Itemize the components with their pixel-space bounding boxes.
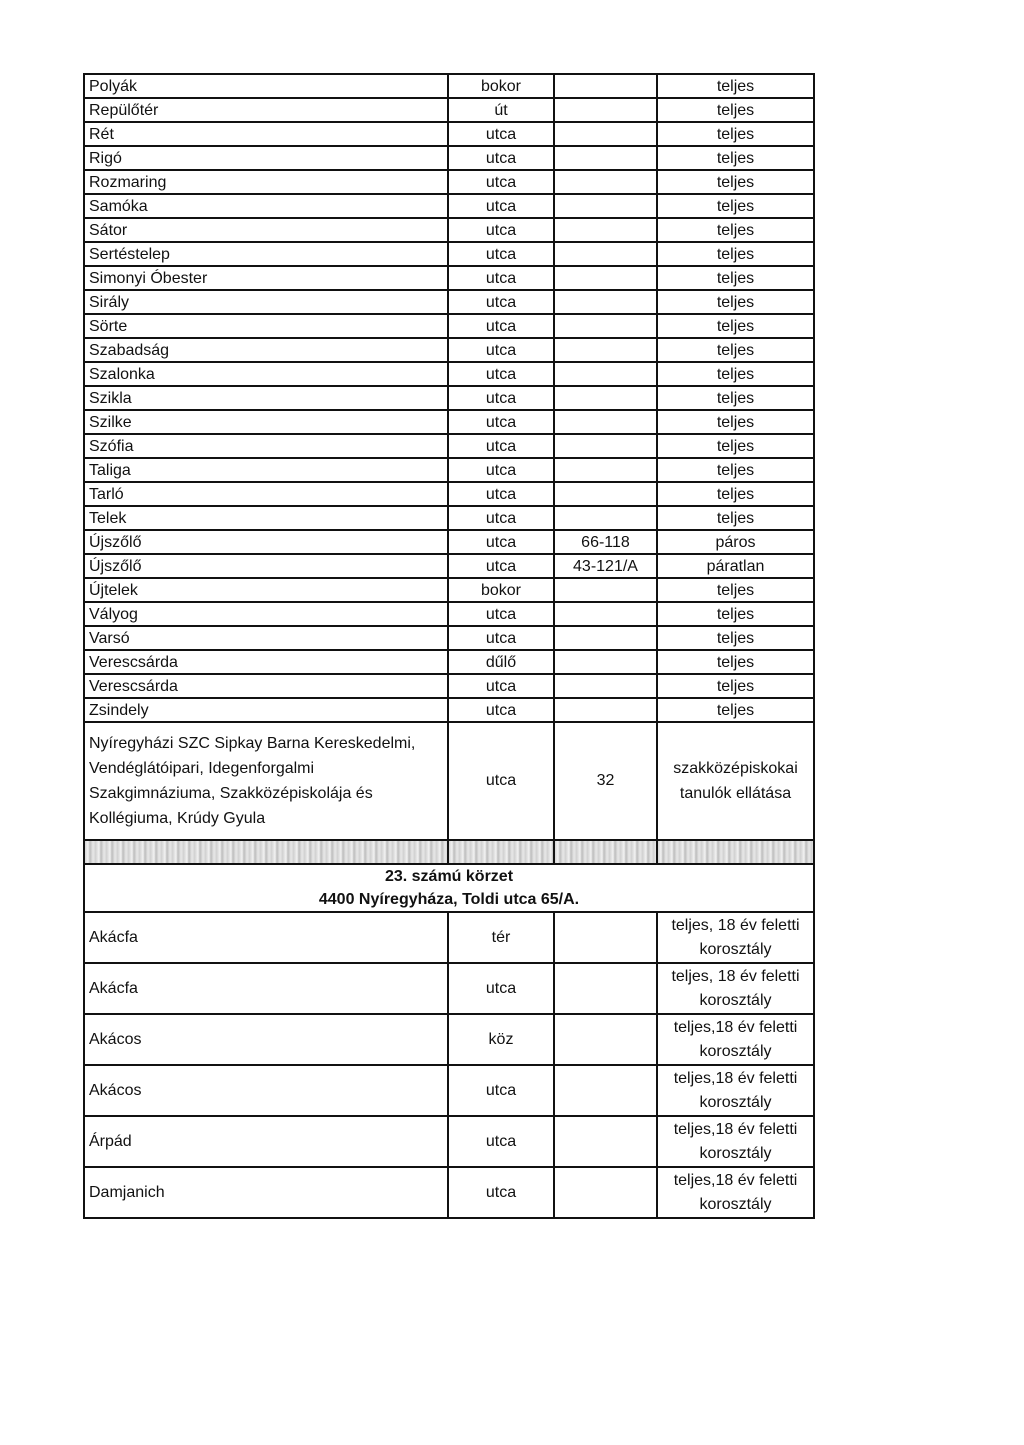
district-header-cell xyxy=(84,864,814,912)
house-number-cell xyxy=(554,698,657,722)
house-number-cell xyxy=(554,963,657,1014)
table-row xyxy=(84,314,814,338)
street-name-cell: Damjanich xyxy=(84,1167,448,1218)
separator-cell xyxy=(448,840,554,864)
house-number-cell xyxy=(554,386,657,410)
coverage-cell: teljes xyxy=(657,170,814,194)
coverage-cell: teljes,18 év feletti korosztály xyxy=(657,1116,814,1167)
house-number-cell xyxy=(554,266,657,290)
table-row xyxy=(84,338,814,362)
street-type-cell: utca xyxy=(448,722,554,840)
street-name-cell: Újszőlő xyxy=(84,530,448,554)
street-district-table xyxy=(83,73,815,1219)
coverage-cell: teljes xyxy=(657,338,814,362)
street-name-cell: Szófia xyxy=(84,434,448,458)
table-row xyxy=(84,1014,814,1065)
table-row xyxy=(84,698,814,722)
table-row xyxy=(84,194,814,218)
house-number-cell xyxy=(554,578,657,602)
street-name-cell: Akácfa xyxy=(84,912,448,963)
table-row xyxy=(84,578,814,602)
street-name-cell: Sörte xyxy=(84,314,448,338)
house-number-cell xyxy=(554,626,657,650)
street-name-cell: Samóka xyxy=(84,194,448,218)
coverage-cell: páratlan xyxy=(657,554,814,578)
street-type-cell: utca xyxy=(448,314,554,338)
street-name-cell: Akácfa xyxy=(84,963,448,1014)
house-number-cell xyxy=(554,410,657,434)
street-type-cell: bokor xyxy=(448,74,554,98)
district-header-row xyxy=(84,864,814,912)
coverage-cell: teljes xyxy=(657,74,814,98)
coverage-cell: páros xyxy=(657,530,814,554)
table-row xyxy=(84,602,814,626)
coverage-cell: teljes, 18 év feletti korosztály xyxy=(657,963,814,1014)
house-number-cell xyxy=(554,1116,657,1167)
coverage-cell: teljes xyxy=(657,458,814,482)
street-name-cell: Szalonka xyxy=(84,362,448,386)
house-number-cell xyxy=(554,242,657,266)
coverage-cell: teljes xyxy=(657,602,814,626)
table-row xyxy=(84,146,814,170)
street-name-cell: Újszőlő xyxy=(84,554,448,578)
house-number-cell xyxy=(554,314,657,338)
street-name-cell: Zsindely xyxy=(84,698,448,722)
table-row xyxy=(84,266,814,290)
street-type-cell: utca xyxy=(448,146,554,170)
street-type-cell: utca xyxy=(448,242,554,266)
street-name-cell: Verescsárda xyxy=(84,650,448,674)
coverage-cell: teljes xyxy=(657,434,814,458)
street-type-cell: utca xyxy=(448,386,554,410)
house-number-cell xyxy=(554,602,657,626)
street-name-cell: Szikla xyxy=(84,386,448,410)
coverage-cell: teljes,18 év feletti korosztály xyxy=(657,1014,814,1065)
house-number-cell xyxy=(554,218,657,242)
street-type-cell: utca xyxy=(448,1065,554,1116)
street-type-cell: utca xyxy=(448,362,554,386)
house-number-cell: 43-121/A xyxy=(554,554,657,578)
street-name-cell: Sertéstelep xyxy=(84,242,448,266)
coverage-cell: teljes xyxy=(657,218,814,242)
coverage-cell: teljes xyxy=(657,386,814,410)
house-number-cell xyxy=(554,74,657,98)
table-row xyxy=(84,674,814,698)
street-type-cell: bokor xyxy=(448,578,554,602)
table-row xyxy=(84,242,814,266)
street-name-cell: Repülőtér xyxy=(84,98,448,122)
table-row xyxy=(84,74,814,98)
coverage-cell: teljes xyxy=(657,194,814,218)
street-type-cell: tér xyxy=(448,912,554,963)
street-name-cell: Verescsárda xyxy=(84,674,448,698)
street-name-cell: Polyák xyxy=(84,74,448,98)
coverage-cell: teljes xyxy=(657,242,814,266)
street-type-cell: utca xyxy=(448,338,554,362)
house-number-cell xyxy=(554,122,657,146)
table-row xyxy=(84,386,814,410)
coverage-cell: teljes xyxy=(657,290,814,314)
coverage-cell: teljes xyxy=(657,146,814,170)
table-row xyxy=(84,912,814,963)
house-number-cell xyxy=(554,146,657,170)
district-title: 23. számú körzet xyxy=(384,868,514,885)
separator-cell xyxy=(657,840,814,864)
table-row xyxy=(84,458,814,482)
street-type-cell: köz xyxy=(448,1014,554,1065)
street-name-cell: Taliga xyxy=(84,458,448,482)
school-row xyxy=(84,722,814,840)
street-name-cell: Tarló xyxy=(84,482,448,506)
street-type-cell: dűlő xyxy=(448,650,554,674)
street-name-cell: Simonyi Óbester xyxy=(84,266,448,290)
street-name-cell: Árpád xyxy=(84,1116,448,1167)
table-row xyxy=(84,482,814,506)
street-name-cell: Rozmaring xyxy=(84,170,448,194)
street-name-cell: Sátor xyxy=(84,218,448,242)
house-number-cell xyxy=(554,98,657,122)
street-type-cell: utca xyxy=(448,1167,554,1218)
coverage-cell: teljes xyxy=(657,410,814,434)
street-type-cell: utca xyxy=(448,506,554,530)
house-number-cell xyxy=(554,1065,657,1116)
house-number-cell xyxy=(554,194,657,218)
house-number-cell xyxy=(554,482,657,506)
coverage-cell: teljes xyxy=(657,98,814,122)
table-row xyxy=(84,530,814,554)
house-number-cell: 32 xyxy=(554,722,657,840)
coverage-cell: teljes xyxy=(657,578,814,602)
house-number-cell xyxy=(554,290,657,314)
house-number-cell: 66-118 xyxy=(554,530,657,554)
street-type-cell: utca xyxy=(448,410,554,434)
coverage-cell: teljes,18 év feletti korosztály xyxy=(657,1167,814,1218)
table-row xyxy=(84,506,814,530)
table-row xyxy=(84,434,814,458)
coverage-cell: teljes xyxy=(657,122,814,146)
street-type-cell: utca xyxy=(448,674,554,698)
street-name-cell: Telek xyxy=(84,506,448,530)
coverage-cell: teljes xyxy=(657,314,814,338)
street-type-cell: utca xyxy=(448,218,554,242)
coverage-cell: teljes xyxy=(657,362,814,386)
street-type-cell: utca xyxy=(448,290,554,314)
street-name-cell: Akácos xyxy=(84,1014,448,1065)
street-type-cell: utca xyxy=(448,963,554,1014)
street-name-cell: Szabadság xyxy=(84,338,448,362)
table-row xyxy=(84,410,814,434)
table-row xyxy=(84,554,814,578)
coverage-cell: teljes,18 év feletti korosztály xyxy=(657,1065,814,1116)
house-number-cell xyxy=(554,362,657,386)
coverage-cell: teljes xyxy=(657,266,814,290)
street-type-cell: utca xyxy=(448,698,554,722)
street-type-cell: utca xyxy=(448,266,554,290)
school-name-cell: Nyíregyházi SZC Sipkay Barna Kereskedelmi, Vendéglátóipari, Idegenforgalmi Szakgimnáziuma, Szakközépiskolája és Kollégiuma, Krúdy Gyula xyxy=(84,722,448,840)
table-row xyxy=(84,170,814,194)
coverage-cell: teljes xyxy=(657,650,814,674)
house-number-cell xyxy=(554,1167,657,1218)
coverage-cell: szakközépiskokai tanulók ellátása xyxy=(657,722,814,840)
house-number-cell xyxy=(554,506,657,530)
table-row xyxy=(84,98,814,122)
coverage-cell: teljes xyxy=(657,626,814,650)
table-row xyxy=(84,650,814,674)
street-type-cell: út xyxy=(448,98,554,122)
street-type-cell: utca xyxy=(448,170,554,194)
table-row xyxy=(84,1116,814,1167)
street-type-cell: utca xyxy=(448,482,554,506)
street-type-cell: utca xyxy=(448,458,554,482)
coverage-cell: teljes xyxy=(657,506,814,530)
table-row xyxy=(84,362,814,386)
table-body-top xyxy=(84,74,814,722)
street-type-cell: utca xyxy=(448,122,554,146)
street-name-cell: Rét xyxy=(84,122,448,146)
coverage-cell: teljes, 18 év feletti korosztály xyxy=(657,912,814,963)
house-number-cell xyxy=(554,1014,657,1065)
house-number-cell xyxy=(554,458,657,482)
separator-cell xyxy=(554,840,657,864)
table-body-bottom xyxy=(84,912,814,1218)
street-type-cell: utca xyxy=(448,554,554,578)
table-row xyxy=(84,1167,814,1218)
separator-cell xyxy=(84,840,448,864)
coverage-cell: teljes xyxy=(657,482,814,506)
street-name-cell: Akácos xyxy=(84,1065,448,1116)
house-number-cell xyxy=(554,338,657,362)
street-type-cell: utca xyxy=(448,602,554,626)
district-address: 4400 Nyíregyháza, Toldi utca 65/A. xyxy=(318,891,580,908)
street-name-cell: Sirály xyxy=(84,290,448,314)
street-type-cell: utca xyxy=(448,530,554,554)
table-row xyxy=(84,290,814,314)
street-name-cell: Varsó xyxy=(84,626,448,650)
table-row xyxy=(84,626,814,650)
street-type-cell: utca xyxy=(448,194,554,218)
house-number-cell xyxy=(554,650,657,674)
street-type-cell: utca xyxy=(448,626,554,650)
house-number-cell xyxy=(554,434,657,458)
coverage-cell: teljes xyxy=(657,674,814,698)
street-name-cell: Vályog xyxy=(84,602,448,626)
house-number-cell xyxy=(554,912,657,963)
table-row xyxy=(84,963,814,1014)
table-row xyxy=(84,1065,814,1116)
table-body-school xyxy=(84,722,814,912)
street-name-cell: Újtelek xyxy=(84,578,448,602)
street-name-cell: Rigó xyxy=(84,146,448,170)
separator-row xyxy=(84,840,814,864)
street-type-cell: utca xyxy=(448,1116,554,1167)
street-name-cell: Szilke xyxy=(84,410,448,434)
table-row xyxy=(84,218,814,242)
coverage-cell: teljes xyxy=(657,698,814,722)
house-number-cell xyxy=(554,674,657,698)
house-number-cell xyxy=(554,170,657,194)
street-type-cell: utca xyxy=(448,434,554,458)
table-row xyxy=(84,122,814,146)
